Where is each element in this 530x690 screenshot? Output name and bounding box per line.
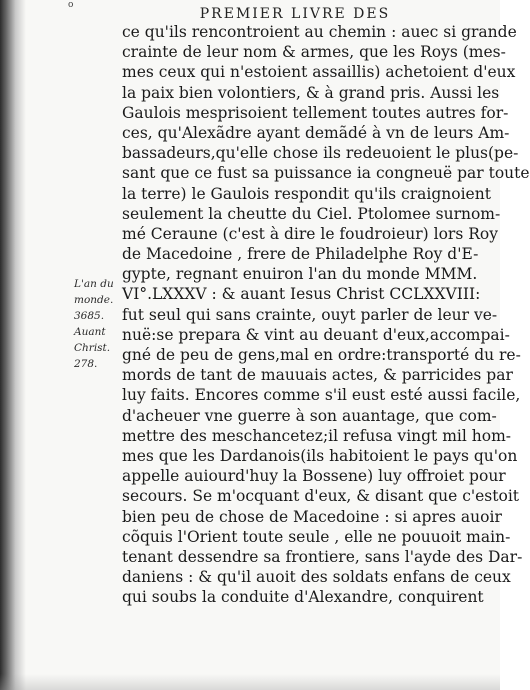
text-line: bassadeurs,qu'elle chose ils redeuoient le plus(pe- [122,144,519,163]
text-line: la terre) le Gaulois respondit qu'ils craignoient [122,184,491,203]
text-line: seulement la cheutte du Ciel. Ptolomee surnom- [122,204,501,223]
text-line: d'acheuer vne guerre à son auantage, que com- [122,406,497,425]
page-folio-number: o [68,0,74,10]
text-line: gné de peu de gens,mal en ordre:transporté du re- [122,346,521,364]
text-line: qui soubs la conduite d'Alexandre, conquirent [122,588,484,607]
text-line: nuë:se prepara & vint au deuant d'eux,accompai- [122,325,510,344]
marginal-note-line: 3685. [74,310,105,322]
text-line: cõquis l'Orient toute seule , elle ne pouuoit main- [122,527,511,546]
text-line: mettre des meschancetez;il refusa vingt mil hom- [122,426,511,445]
marginal-note-line: Christ. [74,342,111,354]
body-text-block [122,22,530,607]
text-line: mes ceux qui n'estoient assaillis) achetoient d'eux [122,63,516,82]
text-line: luy faits. Encores comme s'il eust esté aussi facile, [122,386,521,405]
text-line: la paix bien volontiers, & à grand pris. Aussi les [122,83,500,102]
text-line: ce qu'ils rencontroient au chemin : auec si grande [122,23,517,41]
marginal-note-line: Auant [74,326,106,338]
text-line: appelle auiourd'huy la Bossene) luy offroiet pour [122,467,506,486]
text-line: mes que les Dardanois(ils habitoient le pays qu'on [122,446,518,465]
page-bottom-shadow [0,674,500,690]
text-line: mords de tant de mauuais actes, & parricides par [122,366,513,385]
binding-gutter-shadow [0,0,26,690]
text-line: sant que ce fust sa puissance ia congneuë par toute [122,164,530,183]
marginal-note [74,276,126,372]
marginal-note-line: L'an du [74,278,114,290]
text-line: mé Ceraune (c'est à dire le foudroieur) lors Roy [122,224,498,243]
running-head: PREMIER LIVRE DES [199,6,391,22]
text-line: fut seul qui sans crainte, ouyt parler de leur ve- [122,305,498,324]
text-line: gypte, regnant enuiron l'an du monde MMM. [122,265,478,284]
text-line: crainte de leur nom & armes, que les Roys (mes- [122,43,506,62]
text-line: secours. Se m'ocquant d'eux, & disant que c'estoit [122,487,520,506]
text-line: bien peu de chose de Macedoine : si apres auoir [122,507,502,526]
text-line: VI°.LXXXV : & auant Iesus Christ CCLXXVIII: [122,285,481,304]
text-line: de Macedoine , frere de Philadelphe Roy d'E- [122,245,479,264]
text-line: ces, qu'Alexãdre ayant demãdé à vn de leurs Am- [122,123,510,142]
marginal-note-line: monde. [74,294,114,306]
marginal-note-line: 278. [74,358,98,370]
text-line: daniens : & qu'il auoit des soldats enfans de ceux [122,568,511,587]
text-line: Gaulois mesprisoient tellement toutes autres for- [122,103,509,122]
text-line: tenant dessendre sa frontiere, sans l'ayde des Dar- [122,547,523,566]
